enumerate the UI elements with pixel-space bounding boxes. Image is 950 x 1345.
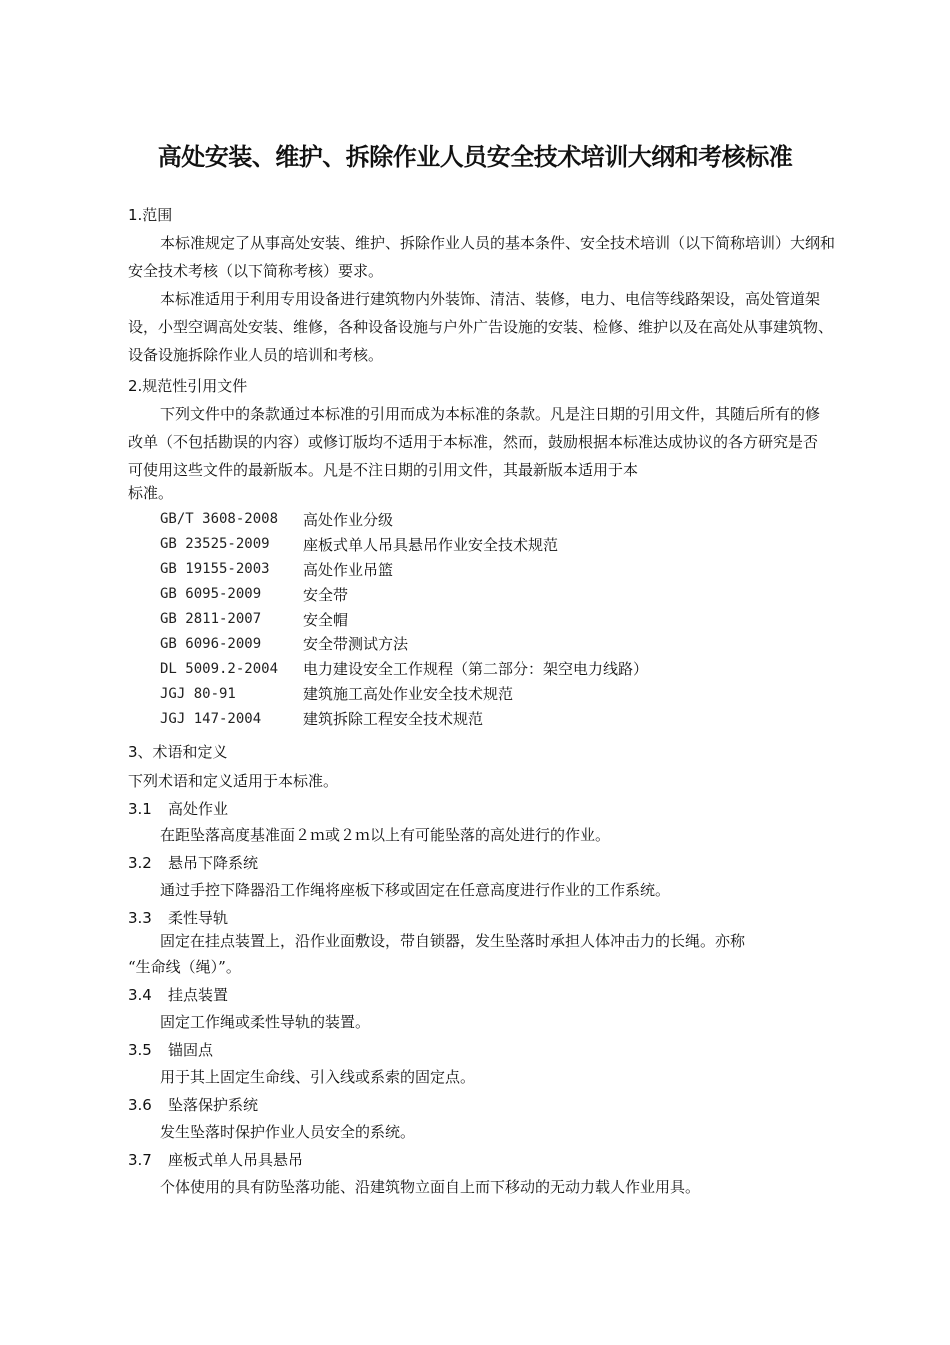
section-1-heading: 1.范围 bbox=[128, 206, 173, 224]
term-heading bbox=[128, 853, 258, 873]
reference-code: GB 19155-2003 bbox=[160, 561, 270, 578]
reference-name: 座板式单人吊具悬吊作业安全技术规范 bbox=[303, 535, 559, 554]
term-number: 3.1 bbox=[128, 800, 152, 818]
term-number: 3.2 bbox=[128, 854, 152, 872]
section-2-paragraph-tail: 标准。 bbox=[128, 484, 174, 502]
section-3-heading: 3、术语和定义 bbox=[128, 743, 228, 761]
reference-code: GB/T 3608-2008 bbox=[160, 511, 279, 528]
term-number: 3.3 bbox=[128, 909, 152, 927]
term-name: 悬吊下降系统 bbox=[168, 854, 259, 872]
term-heading bbox=[128, 985, 228, 1005]
reference-code: GB 2811-2007 bbox=[160, 611, 262, 627]
section-2-paragraph: 下列文件中的条款通过本标准的引用而成为本标准的条款。凡是注日期的引用文件，其随后所有的修改单（不包括勘误的内容）或修订版均不适用于本标准，然而，鼓励根据本标准达成协议的各方研究是否可使用这些文件的最新版本。凡是不注日期的引用文件，其最新版本适用于本 bbox=[128, 405, 821, 479]
term-heading bbox=[128, 908, 228, 928]
reference-item bbox=[160, 557, 648, 582]
term-name: 锚固点 bbox=[168, 1041, 214, 1059]
reference-code: DL 5009.2-2004 bbox=[160, 660, 279, 677]
reference-item bbox=[160, 532, 648, 557]
section-1-paragraph-1: 本标准规定了从事高处安装、维护、拆除作业人员的基本条件、安全技术培训（以下简称培训）大纲和安全技术考核（以下简称考核）要求。 bbox=[128, 234, 836, 280]
term-definition: 固定在挂点装置上，沿作业面敷设，带自锁器，发生坠落时承担人体冲击力的长绳。亦称 bbox=[160, 932, 746, 950]
term-definition: 个体使用的具有防坠落功能、沿建筑物立面自上而下移动的无动力载人作业用具。 bbox=[160, 1178, 701, 1196]
term-number: 3.7 bbox=[128, 1151, 152, 1169]
term-name: 坠落保护系统 bbox=[168, 1096, 259, 1114]
reference-list bbox=[160, 507, 648, 731]
section-1-paragraph-2: 本标准适用于利用专用设备进行建筑物内外装饰、清洁、装修，电力、电信等线路架设，高处管道架设，小型空调高处安装、维修，各种设备设施与户外广告设施的安装、检修、维护以及在高处从事建筑物、设备设施拆除作业人员的培训和考核。 bbox=[128, 290, 834, 364]
term-definition: 在距坠落高度基准面２ｍ或２ｍ以上有可能坠落的高处进行的作业。 bbox=[160, 826, 611, 844]
document-title: 高处安装、维护、拆除作业人员安全技术培训大纲和考核标准 bbox=[157, 143, 793, 171]
reference-item bbox=[160, 582, 648, 607]
term-definition: 发生坠落时保护作业人员安全的系统。 bbox=[160, 1123, 416, 1141]
reference-name: 安全带测试方法 bbox=[303, 635, 409, 654]
term-name: 座板式单人吊具悬吊 bbox=[168, 1151, 304, 1169]
reference-name: 建筑拆除工程安全技术规范 bbox=[303, 710, 484, 729]
reference-name: 安全带 bbox=[303, 585, 349, 604]
reference-item bbox=[160, 656, 648, 681]
reference-code: GB 23525-2009 bbox=[160, 536, 270, 553]
reference-item bbox=[160, 631, 648, 656]
term-definition: 用于其上固定生命线、引入线或系索的固定点。 bbox=[160, 1068, 476, 1086]
term-heading bbox=[128, 1095, 258, 1115]
section-2-heading: 2.规范性引用文件 bbox=[128, 377, 248, 395]
reference-item bbox=[160, 706, 648, 731]
term-heading bbox=[128, 1150, 303, 1170]
term-name: 柔性导轨 bbox=[168, 909, 229, 927]
term-heading bbox=[128, 1040, 213, 1060]
term-number: 3.6 bbox=[128, 1096, 152, 1114]
reference-name: 建筑施工高处作业安全技术规范 bbox=[303, 685, 514, 704]
section-3-intro: 下列术语和定义适用于本标准。 bbox=[128, 772, 339, 790]
term-definition: 通过手控下降器沿工作绳将座板下移或固定在任意高度进行作业的工作系统。 bbox=[160, 881, 671, 899]
term-definition: 固定工作绳或柔性导轨的装置。 bbox=[160, 1013, 371, 1031]
reference-code: GB 6095-2009 bbox=[160, 586, 262, 603]
reference-item bbox=[160, 507, 648, 532]
reference-code: JGJ 80-91 bbox=[160, 685, 236, 702]
reference-item bbox=[160, 681, 648, 706]
reference-name: 安全帽 bbox=[303, 610, 349, 629]
reference-name: 高处作业吊篮 bbox=[303, 560, 394, 579]
reference-name: 高处作业分级 bbox=[303, 510, 394, 529]
term-number: 3.5 bbox=[128, 1041, 152, 1059]
term-name: 高处作业 bbox=[168, 800, 229, 818]
term-number: 3.4 bbox=[128, 986, 152, 1004]
term-definition-tail: “生命线（绳）”。 bbox=[128, 958, 241, 976]
reference-name: 电力建设安全工作规程（第二部分：架空电力线路） bbox=[303, 660, 649, 679]
reference-item bbox=[160, 607, 648, 632]
term-name: 挂点装置 bbox=[168, 986, 229, 1004]
term-heading bbox=[128, 799, 228, 819]
reference-code: GB 6096-2009 bbox=[160, 635, 262, 652]
reference-code: JGJ 147-2004 bbox=[160, 710, 262, 727]
